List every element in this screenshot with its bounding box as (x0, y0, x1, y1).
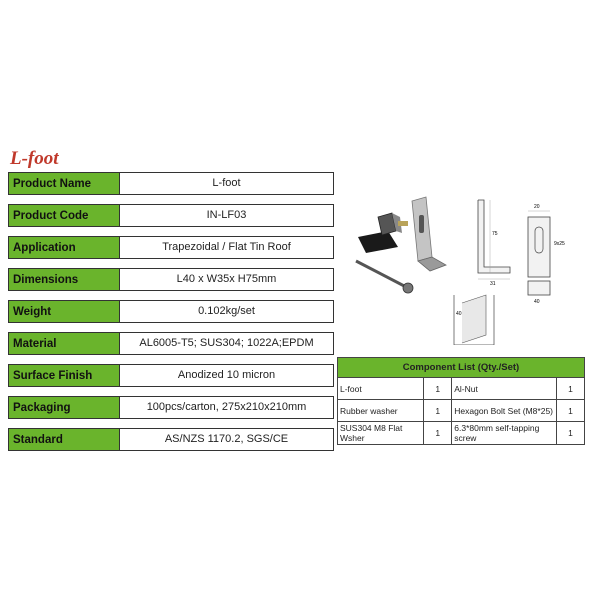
component-qty: 1 (424, 422, 452, 445)
component-qty: 1 (424, 378, 452, 400)
table-row (338, 400, 585, 422)
bottom-view (528, 281, 550, 295)
component-qty: 1 (557, 378, 585, 400)
spec-row-material (8, 332, 334, 355)
component-name: Hexagon Bolt Set (M8*25) (452, 400, 557, 422)
spec-value: Trapezoidal / Flat Tin Roof (120, 236, 334, 259)
spec-value: AS/NZS 1170.2, SGS/CE (120, 428, 334, 451)
table-row (338, 378, 585, 400)
spec-value: 100pcs/carton, 275x210x210mm (120, 396, 334, 419)
spec-value: L40 x W35x H75mm (120, 268, 334, 291)
component-name: Rubber washer (338, 400, 424, 422)
rubber-washer-image (358, 231, 398, 253)
component-qty: 1 (557, 400, 585, 422)
spec-label: Product Code (8, 204, 120, 227)
component-qty: 1 (424, 400, 452, 422)
screw-head (403, 283, 413, 293)
table-row (338, 422, 585, 445)
spec-label: Packaging (8, 396, 120, 419)
component-name: 6.3*80mm self-tapping screw (452, 422, 557, 445)
spec-label: Product Name (8, 172, 120, 195)
dim-label: 31 (490, 281, 496, 287)
spec-row-weight (8, 300, 334, 323)
screw-image (356, 261, 410, 289)
spec-label: Material (8, 332, 120, 355)
spec-row-surface-finish (8, 364, 334, 387)
spec-row-product-code (8, 204, 334, 227)
spec-row-packaging (8, 396, 334, 419)
dim-label: 40 (456, 311, 462, 317)
spec-value: 0.102kg/set (120, 300, 334, 323)
spec-row-application (8, 236, 334, 259)
spec-row-standard (8, 428, 334, 451)
detail-shape (462, 295, 486, 343)
l-foot-slot (419, 215, 424, 233)
spec-label: Surface Finish (8, 364, 120, 387)
product-photo (350, 195, 460, 295)
front-view (528, 217, 550, 277)
dim-label: 9x25 (554, 241, 565, 247)
component-qty: 1 (557, 422, 585, 445)
spec-row-product-name (8, 172, 334, 195)
page-title: L-foot (10, 148, 59, 169)
spec-label: Dimensions (8, 268, 120, 291)
spec-value: L-foot (120, 172, 334, 195)
component-list-header: Component List (Qty./Set) (338, 358, 585, 378)
component-list-table (337, 357, 585, 445)
component-name: SUS304 M8 Flat Wsher (338, 422, 424, 445)
dim-label: 40 (534, 299, 540, 305)
technical-drawing (448, 195, 593, 345)
spec-value: IN-LF03 (120, 204, 334, 227)
bolt-tip-image (398, 221, 408, 226)
component-name: Al-Nut (452, 378, 557, 400)
spec-label: Application (8, 236, 120, 259)
dim-label: 75 (492, 231, 498, 237)
spec-row-dimensions (8, 268, 334, 291)
spec-label: Weight (8, 300, 120, 323)
spec-value: AL6005-T5; SUS304; 1022A;EPDM (120, 332, 334, 355)
spec-label: Standard (8, 428, 120, 451)
spec-value: Anodized 10 micron (120, 364, 334, 387)
component-name: L-foot (338, 378, 424, 400)
dim-label: 20 (534, 204, 540, 210)
